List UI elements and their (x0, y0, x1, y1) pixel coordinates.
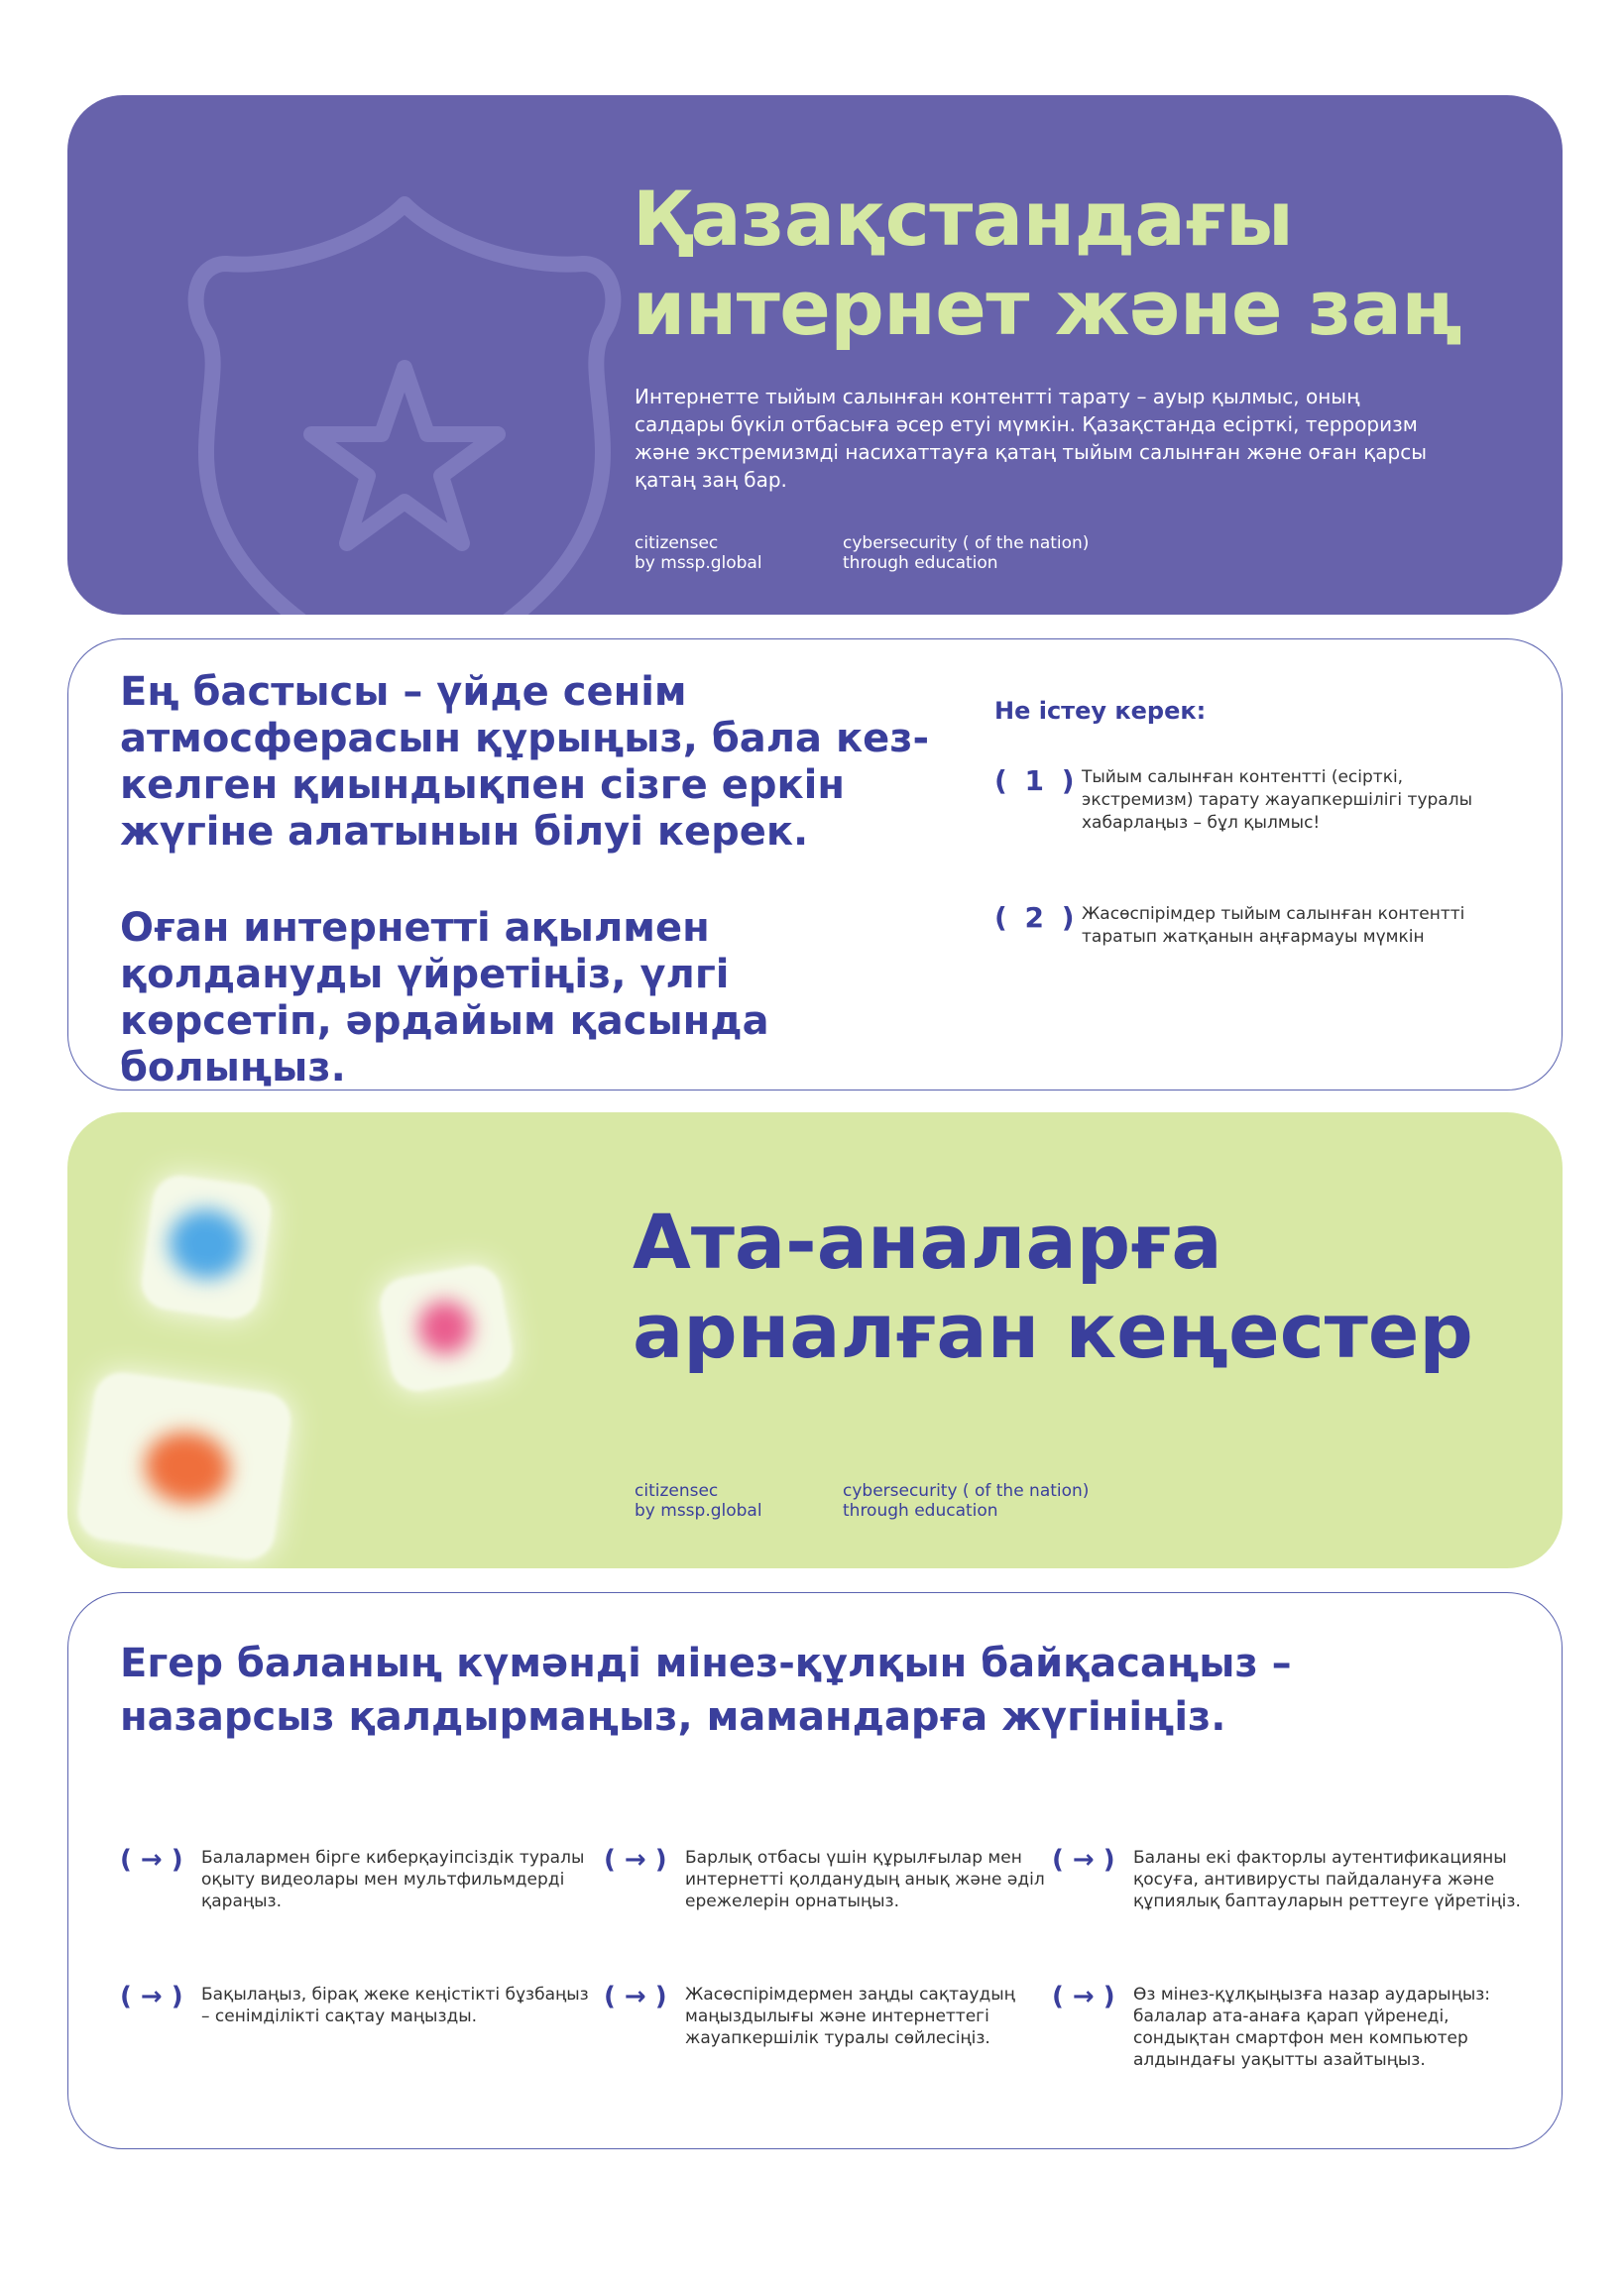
credit-org-line1: citizensec (635, 533, 719, 553)
arrow-right-icon: ( → ) (120, 1982, 183, 2011)
law-title-line1: Қазақстандағы (633, 174, 1294, 263)
parents-title-line1: Ата-аналарға (633, 1198, 1222, 1286)
behavior-heading: Егер баланың күмәнді мінез-құлқын байқасаңыз – назарсыз қалдырмаңыз, мамандарға жүгініңіз. (120, 1641, 1292, 1740)
arrow-right-icon: ( → ) (1052, 1982, 1115, 2011)
what-to-do-heading: Не істеу керек: (994, 697, 1207, 725)
arrow-right-icon: ( → ) (604, 1845, 667, 1875)
credit-slogan-line2: through education (843, 553, 998, 573)
law-banner-card (67, 95, 1563, 615)
law-description: Интернетте тыйым салынған контентті тарату – ауыр қылмыс, оның салдары бүкіл отбасыға әсер етуі мүмкін. Қазақстанда есірткі, терроризм және экстремизмді насихаттауға қатаң тыйым салынған және оған қарсы қатаң заң бар. (635, 385, 1428, 492)
credit-slogan-line1: cybersecurity ( of the nation) (843, 533, 1090, 553)
tip-text: Баланы екі факторлы аутентификацияны қосуға, антивирусты пайдалануға және құпиялық баптауларын реттеуге үйретіңіз. (1133, 1848, 1521, 1911)
credit-org-line2: by mssp.global (635, 553, 762, 573)
credit-slogan (843, 533, 1140, 573)
parents-title (633, 1198, 1525, 1376)
item-number: ( 2 ) (994, 901, 1079, 934)
orange-blob (140, 1427, 234, 1509)
arrow-right-icon: ( → ) (120, 1845, 183, 1875)
police-badge-star-icon (167, 174, 642, 615)
blurred-orange-tile-icon (74, 1369, 294, 1563)
item-number: ( 1 ) (994, 764, 1079, 797)
tip-text: Бақылаңыз, бірақ жеке кеңістікті бұзбаңыз – сенімділікті сақтау маңызды. (201, 1985, 589, 2026)
behavior-tips-card (67, 1592, 1563, 2149)
arrow-right-icon: ( → ) (1052, 1845, 1115, 1875)
pink-blob (414, 1297, 477, 1359)
tip-text: Жасөспірімдермен заңды сақтаудың маңыздылығы және интернеттегі жауапкершілік туралы сөйлесіңіз. (685, 1985, 1015, 2048)
tip-text: Балалармен бірге киберқауіпсіздік туралы оқыту видеолары мен мультфильмдерді қараңыз. (201, 1848, 585, 1911)
credit-org-line2: by mssp.global (635, 1501, 762, 1521)
credit-slogan-line2: through education (843, 1501, 998, 1521)
law-title-line2: интернет және заң (633, 264, 1462, 352)
credit-org-line1: citizensec (635, 1481, 719, 1501)
trust-advice-card (67, 638, 1563, 1091)
blue-blob (165, 1205, 249, 1284)
trust-paragraph: Ең бастысы – үйде сенім атмосферасын құрыңыз, бала кез-келген қиындықпен сізге еркін жүгіне алатынын білуі керек. (120, 669, 930, 855)
parents-tips-banner-card (67, 1112, 1563, 1568)
tip-text: Барлық отбасы үшін құрылғылар мен интернетті қолданудың анық және әділ ережелерін орнатыңыз. (685, 1848, 1045, 1911)
item-text: Жасөспірімдер тыйым салынған контентті таратып жатқанын аңғармауы мүмкін (1082, 904, 1465, 947)
credit-slogan (843, 1481, 1140, 1521)
parents-title-line2: арналған кеңестер (633, 1287, 1473, 1375)
blurred-pink-tile-icon (376, 1261, 517, 1396)
tip-text: Өз мінез-құлқыңызға назар аударыңыз: балалар ата-анаға қарап үйренеді, сондықтан смартфон мен компьютер алдындағы уақытты азайтыңыз. (1133, 1985, 1491, 2070)
item-text: Тыйым салынған контентті (есірткі, экстремизм) тарату жауапкершілігі туралы хабарлаңыз – бұл қылмыс! (1082, 767, 1472, 833)
teach-paragraph: Оған интернетті ақылмен қолдануды үйретіңіз, үлгі көрсетіп, әрдайым қасында болыңыз. (120, 905, 769, 1091)
arrow-right-icon: ( → ) (604, 1982, 667, 2011)
blurred-blue-tile-icon (138, 1172, 275, 1321)
credit-slogan-line1: cybersecurity ( of the nation) (843, 1481, 1090, 1501)
law-title (633, 174, 1525, 353)
